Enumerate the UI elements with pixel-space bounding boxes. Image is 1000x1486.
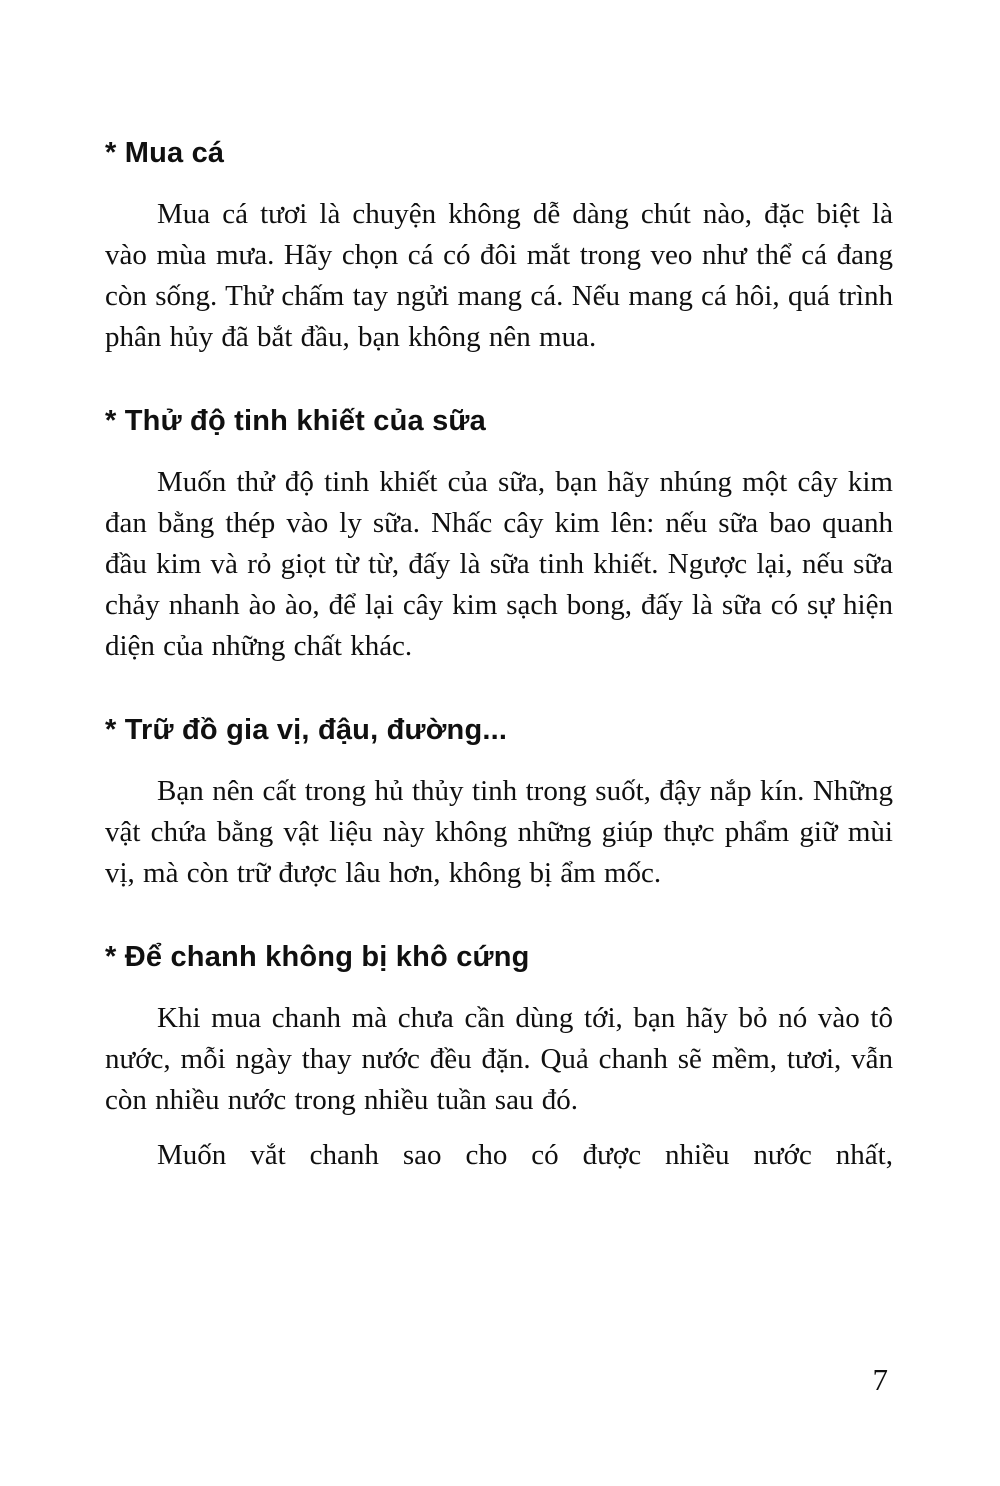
section-de-chanh-khong-bi-kho-cung bbox=[105, 940, 893, 1176]
body-paragraph: Muốn thử độ tinh khiết của sữa, bạn hãy nhúng một cây kim đan bằng thép vào ly sữa. Nhấc cây kim lên: nếu sữa bao quanh đầu kim và rỏ giọt từ từ, đấy là sữa tinh khiết. Ngược lại, nếu sữa chảy nhanh ào ào, để lại cây kim sạch bong, đấy là sữa có sự hiện diện của những chất khác. bbox=[105, 466, 893, 662]
page-content bbox=[105, 136, 893, 1190]
section-heading: * Mua cá bbox=[105, 137, 225, 169]
section-heading: * Thử độ tinh khiết của sữa bbox=[105, 405, 486, 437]
body-paragraph: Muốn vắt chanh sao cho có được nhiều nước nhất, bbox=[157, 1139, 893, 1171]
section-tru-do-gia-vi bbox=[105, 713, 893, 894]
section-mua-ca bbox=[105, 136, 893, 358]
body-paragraph: Mua cá tươi là chuyện không dễ dàng chút nào, đặc biệt là vào mùa mưa. Hãy chọn cá có đôi mắt trong veo như thể cá đang còn sống. Thử chấm tay ngửi mang cá. Nếu mang cá hôi, quá trình phân hủy đã bắt đầu, bạn không nên mua. bbox=[105, 198, 893, 353]
body-paragraph: Bạn nên cất trong hủ thủy tinh trong suốt, đậy nắp kín. Những vật chứa bằng vật liệu này không những giúp thực phẩm giữ mùi vị, mà còn trữ được lâu hơn, không bị ẩm mốc. bbox=[105, 775, 893, 889]
section-heading: * Để chanh không bị khô cứng bbox=[105, 941, 530, 973]
page-number: 7 bbox=[872, 1362, 888, 1397]
section-heading: * Trữ đồ gia vị, đậu, đường... bbox=[105, 714, 508, 746]
section-thu-do-tinh-khiet-cua-sua bbox=[105, 404, 893, 667]
body-paragraph: Khi mua chanh mà chưa cần dùng tới, bạn hãy bỏ nó vào tô nước, mỗi ngày thay nước đều đặn. Quả chanh sẽ mềm, tươi, vẫn còn nhiều nước trong nhiều tuần sau đó. bbox=[105, 1002, 893, 1116]
